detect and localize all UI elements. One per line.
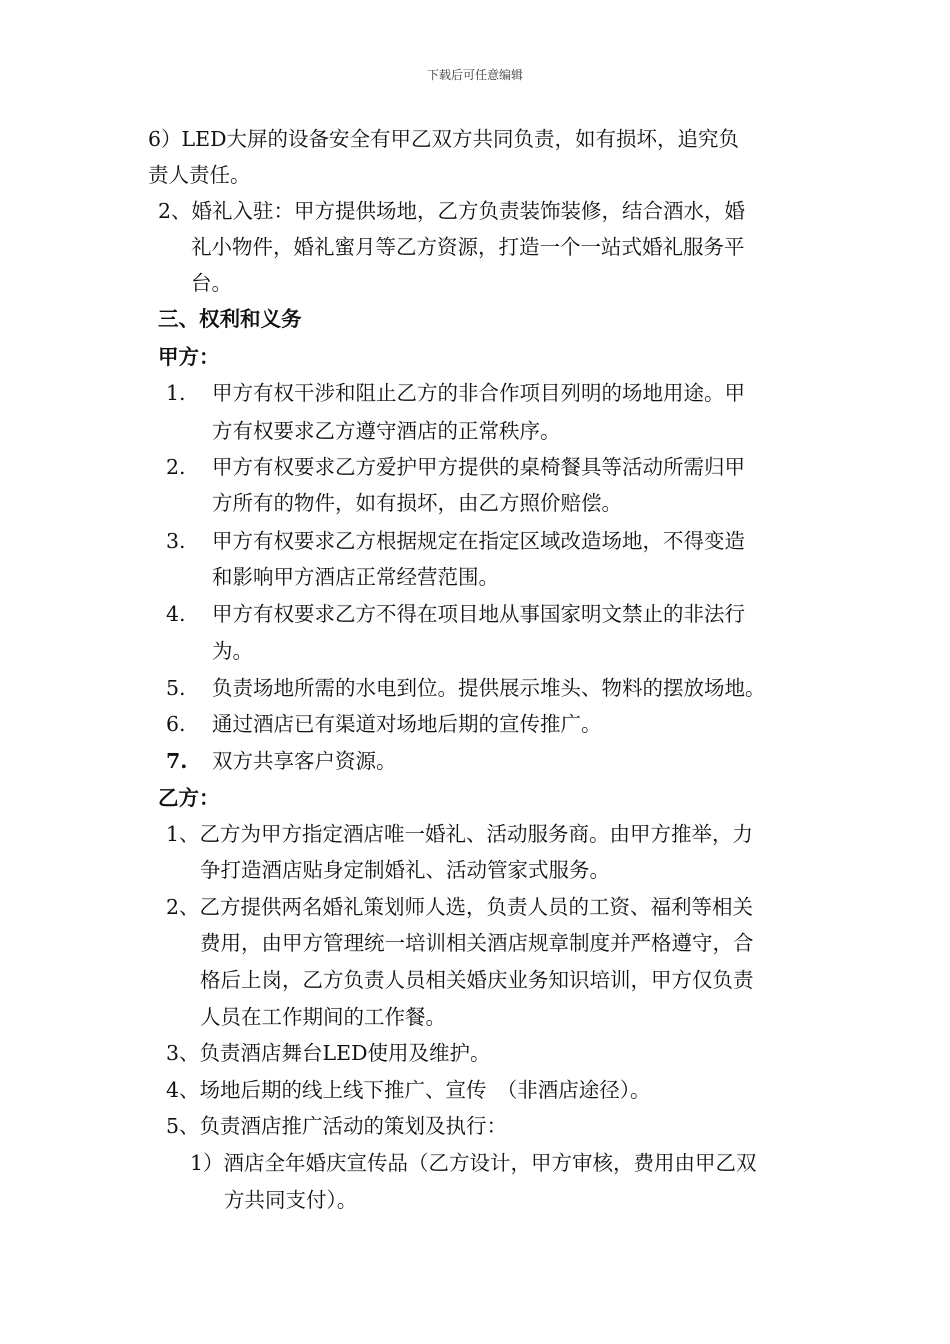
text-line: 方有权要求乙方遵守酒店的正常秩序。 xyxy=(212,419,561,443)
text-line: 3、负责酒店舞台LED使用及维护。 xyxy=(166,1041,491,1065)
text-line: 和影响甲方酒店正常经营范围。 xyxy=(212,565,499,589)
text-line: 双方共享客户资源。 xyxy=(212,749,397,773)
text-line: 通过酒店已有渠道对场地后期的宣传推广。 xyxy=(212,712,602,736)
text-line: 1）酒店全年婚庆宣传品（乙方设计，甲方审核，费用由甲乙双 xyxy=(190,1151,757,1175)
text-line: 5、负责酒店推广活动的策划及执行： xyxy=(166,1114,508,1138)
text-line: 格后上岗，乙方负责人员相关婚庆业务知识培训，甲方仅负责 xyxy=(200,968,754,992)
section-heading: 三、权利和义务 xyxy=(158,307,302,331)
party-heading: 乙方： xyxy=(158,786,220,810)
text-line: 甲方有权要求乙方根据规定在指定区域改造场地，不得变造 xyxy=(212,529,745,553)
text-line: 甲方有权要求乙方爱护甲方提供的桌椅餐具等活动所需归甲 xyxy=(212,455,745,479)
list-number: 7. xyxy=(166,749,188,773)
text-line: 甲方有权干涉和阻止乙方的非合作项目列明的场地用途。甲 xyxy=(212,381,745,405)
text-line: 方共同支付）。 xyxy=(224,1188,358,1212)
text-line: 为。 xyxy=(212,639,253,663)
text-line: 2、乙方提供两名婚礼策划师人选，负责人员的工资、福利等相关 xyxy=(166,895,754,919)
text-line: 人员在工作期间的工作餐。 xyxy=(200,1005,446,1029)
text-line: 6）LED大屏的设备安全有甲乙双方共同负责，如有损坏，追究负 xyxy=(148,127,740,151)
list-number: 5. xyxy=(166,676,186,700)
list-number: 4. xyxy=(166,602,186,626)
text-line: 责人责任。 xyxy=(148,163,251,187)
list-number: 2. xyxy=(166,455,186,479)
text-line: 台。 xyxy=(191,271,232,295)
text-line: 负责场地所需的水电到位。提供展示堆头、物料的摆放场地。 xyxy=(212,676,766,700)
text-line: 费用，由甲方管理统一培训相关酒店规章制度并严格遵守，合 xyxy=(200,931,754,955)
page-header: 下载后可任意编辑 xyxy=(426,68,523,82)
text-line: 争打造酒店贴身定制婚礼、活动管家式服务。 xyxy=(200,858,610,882)
text-line: 1、乙方为甲方指定酒店唯一婚礼、活动服务商。由甲方推举，力 xyxy=(166,822,754,846)
text-line: 方所有的物件，如有损坏，由乙方照价赔偿。 xyxy=(212,491,622,515)
party-heading: 甲方： xyxy=(158,345,220,369)
text-line: 礼小物件，婚礼蜜月等乙方资源，打造一个一站式婚礼服务平 xyxy=(191,235,745,259)
list-number: 3. xyxy=(166,529,186,553)
text-line: 2、婚礼入驻：甲方提供场地，乙方负责装饰装修，结合酒水，婚 xyxy=(158,199,746,223)
list-number: 6. xyxy=(166,712,186,736)
list-number: 1. xyxy=(166,381,186,405)
text-line: 甲方有权要求乙方不得在项目地从事国家明文禁止的非法行 xyxy=(212,602,745,626)
text-line: 4、场地后期的线上线下推广、宣传 （非酒店途径）。 xyxy=(166,1078,651,1102)
